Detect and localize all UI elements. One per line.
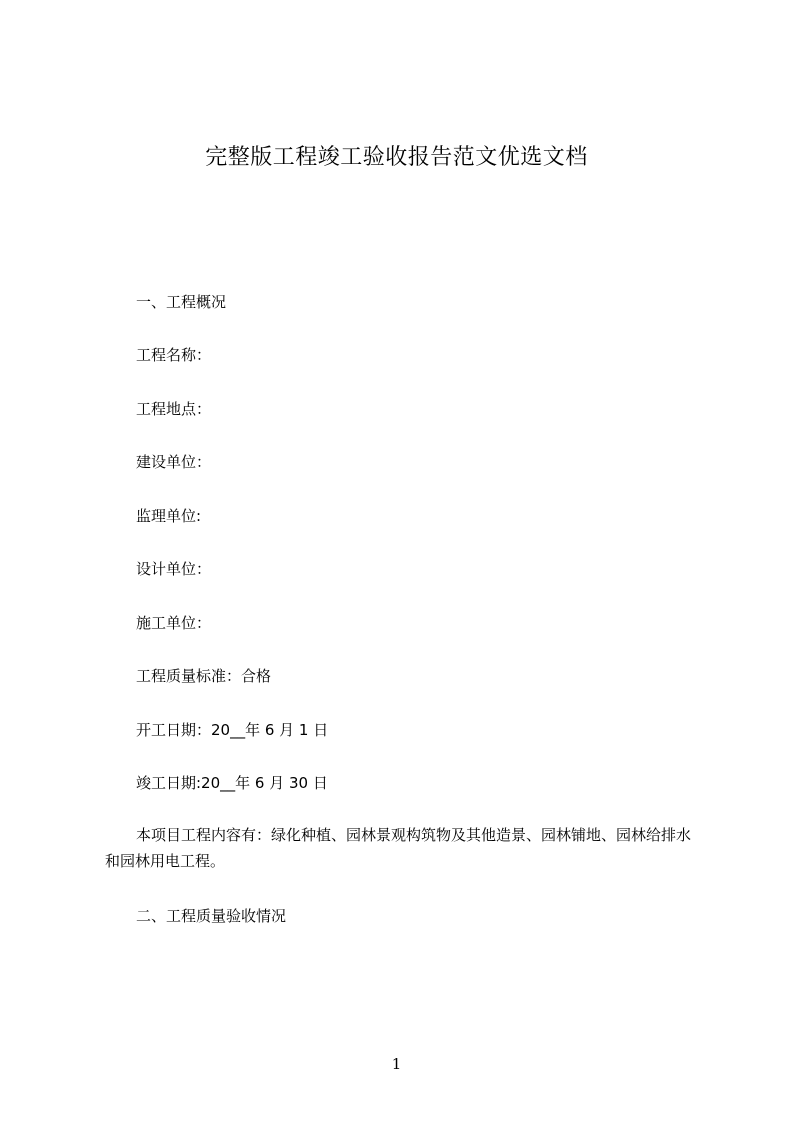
- field-construction-unit: 施工单位：: [136, 614, 212, 632]
- field-completion-date: 竣工日期:20__年 6 月 30 日: [136, 774, 328, 792]
- field-quality-standard: 工程质量标准：合格: [136, 667, 272, 685]
- field-project-location: 工程地点：: [136, 400, 212, 418]
- field-client-unit: 建设单位：: [136, 453, 212, 471]
- field-supervision-unit: 监理单位:: [136, 507, 202, 525]
- scope-paragraph: 本项目工程内容有：绿化种植、园林景观构筑物及其他造景、园林铺地、园林给排水和园林用电工程。: [105, 826, 692, 870]
- page-number: 1: [391, 1055, 402, 1073]
- document-title: 完整版工程竣工验收报告范文优选文档: [205, 145, 588, 170]
- section-heading-quality: 二、工程质量验收情况: [136, 907, 287, 925]
- field-start-date: 开工日期：20__年 6 月 1 日: [136, 721, 329, 739]
- field-design-unit: 设计单位：: [136, 560, 212, 578]
- section-heading-overview: 一、工程概况: [136, 293, 227, 311]
- field-project-name: 工程名称：: [136, 346, 212, 364]
